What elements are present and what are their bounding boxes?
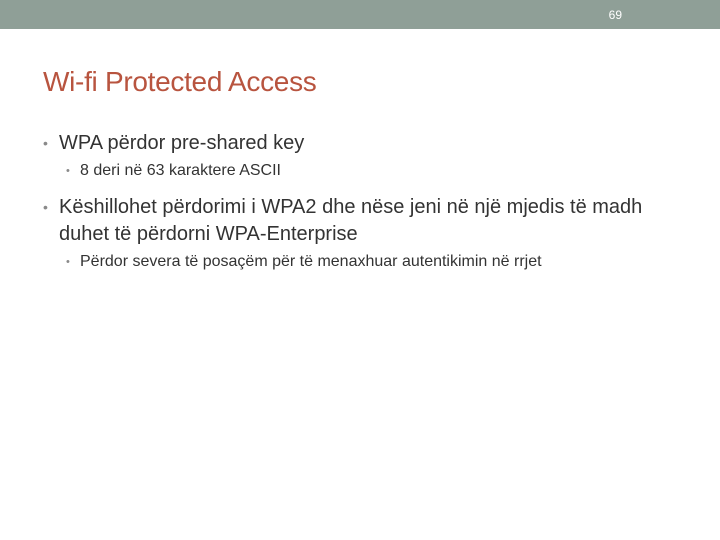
- sub-bullet-item: [43, 251, 683, 273]
- bullet-item: [43, 194, 683, 248]
- slide-title: Wi-fi Protected Access: [43, 66, 317, 97]
- slide-number: 69: [608, 8, 622, 22]
- sub-bullet-marker: •: [66, 165, 70, 177]
- bullet-marker: •: [43, 135, 48, 151]
- bullet-text: Këshillohet përdorimi i WPA2 dhe nëse jeni në një mjedis të madh duhet të përdorni WPA-Enterprise: [59, 196, 643, 245]
- bullet-list: [43, 130, 683, 273]
- bullet-item: [43, 130, 683, 157]
- bullet-text: WPA përdor pre-shared key: [59, 132, 305, 154]
- sub-bullet-text: Përdor severa të posaçëm për të menaxhuar autentikimin në rrjet: [80, 253, 542, 270]
- sub-bullet-text: 8 deri në 63 karaktere ASCII: [80, 162, 281, 179]
- sub-bullet-item: [43, 160, 683, 182]
- header-bar: [0, 0, 720, 29]
- sub-bullet-marker: •: [66, 256, 70, 268]
- bullet-marker: •: [43, 199, 48, 215]
